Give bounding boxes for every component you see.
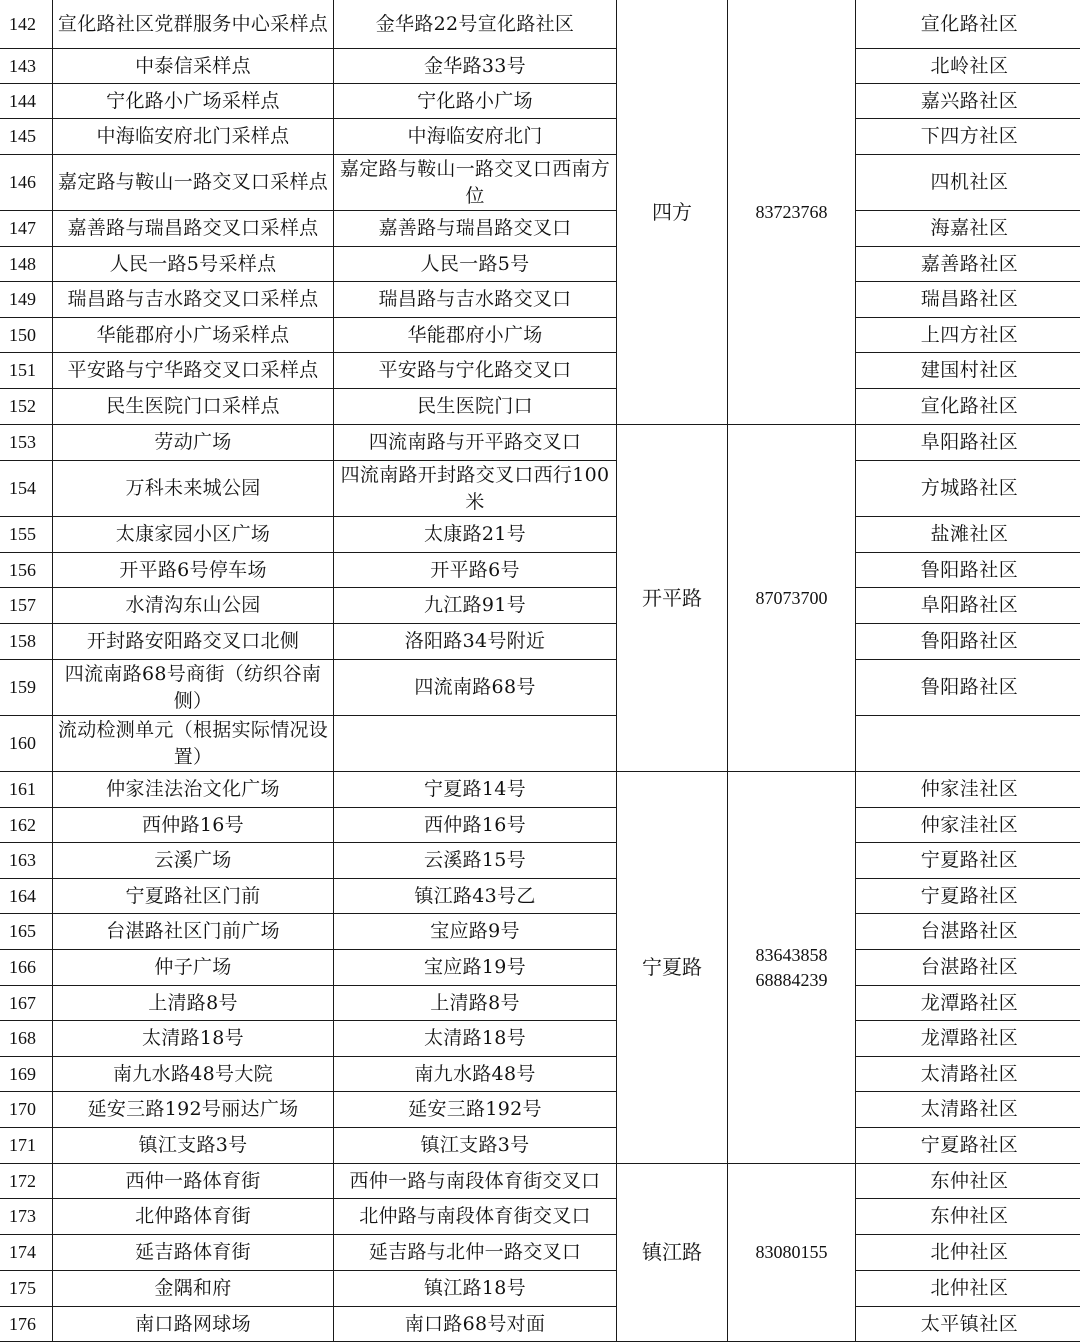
row-number: 165: [0, 914, 53, 950]
table-row: [0, 211, 1080, 247]
row-number: 172: [0, 1164, 53, 1199]
row-number: 153: [0, 425, 53, 461]
table-row: [0, 950, 1080, 986]
table-row: [0, 155, 1080, 211]
sampling-point-address: 四流南路与开平路交叉口: [334, 425, 617, 461]
community-name: 龙潭路社区: [856, 986, 1080, 1021]
community-name: 鲁阳路社区: [856, 553, 1080, 588]
sampling-point-address: 宝应路9号: [334, 914, 617, 950]
community-name: 建国村社区: [856, 353, 1080, 389]
row-number: 158: [0, 624, 53, 660]
sampling-point-name: 宣化路社区党群服务中心采样点: [53, 0, 334, 49]
row-number: 151: [0, 353, 53, 389]
sampling-point-name: 开封路安阳路交叉口北侧: [53, 624, 334, 660]
row-number: 168: [0, 1021, 53, 1057]
sampling-point-name: 北仲路体育街: [53, 1199, 334, 1235]
street-office: 四方: [617, 0, 728, 425]
sampling-point-name: 西仲一路体育街: [53, 1164, 334, 1199]
sampling-point-name: 宁夏路社区门前: [53, 879, 334, 914]
table-row: [0, 624, 1080, 660]
table-row: [0, 772, 1080, 808]
row-number: 156: [0, 553, 53, 588]
community-name: 鲁阳路社区: [856, 624, 1080, 660]
sampling-point-name: 金隅和府: [53, 1271, 334, 1307]
phone-number: 83080155: [732, 1240, 851, 1265]
sampling-point-address: 西仲路16号: [334, 808, 617, 843]
row-number: 149: [0, 282, 53, 318]
row-number: 164: [0, 879, 53, 914]
sampling-point-name: 四流南路68号商街（纺织谷南侧）: [53, 660, 334, 716]
sampling-point-address: 嘉善路与瑞昌路交叉口: [334, 211, 617, 247]
community-name: 嘉善路社区: [856, 247, 1080, 282]
community-name: 盐滩社区: [856, 517, 1080, 553]
phone-number: 83643858: [732, 943, 851, 968]
sampling-point-name: 劳动广场: [53, 425, 334, 461]
sampling-point-name: 华能郡府小广场采样点: [53, 318, 334, 353]
sampling-point-address: 民生医院门口: [334, 389, 617, 425]
sampling-point-address: 镇江支路3号: [334, 1128, 617, 1164]
sampling-point-name: 台湛路社区门前广场: [53, 914, 334, 950]
sampling-point-address: 开平路6号: [334, 553, 617, 588]
community-name: 宣化路社区: [856, 0, 1080, 49]
community-name: 东仲社区: [856, 1164, 1080, 1199]
community-name: 龙潭路社区: [856, 1021, 1080, 1057]
row-number: 163: [0, 843, 53, 879]
community-name: 瑞昌路社区: [856, 282, 1080, 318]
table-row: [0, 318, 1080, 353]
contact-phone: [728, 1164, 856, 1342]
community-name: 东仲社区: [856, 1199, 1080, 1235]
sampling-point-address: 嘉定路与鞍山一路交叉口西南方位: [334, 155, 617, 211]
row-number: 176: [0, 1307, 53, 1342]
community-name: 仲家洼社区: [856, 772, 1080, 808]
community-name: [856, 716, 1080, 772]
row-number: 171: [0, 1128, 53, 1164]
community-name: 四机社区: [856, 155, 1080, 211]
row-number: 145: [0, 119, 53, 155]
community-name: 阜阳路社区: [856, 588, 1080, 624]
sampling-point-name: 南口路网球场: [53, 1307, 334, 1342]
community-name: 方城路社区: [856, 461, 1080, 517]
community-name: 北仲社区: [856, 1271, 1080, 1307]
sampling-point-address: 四流南路68号: [334, 660, 617, 716]
sampling-point-name: 人民一路5号采样点: [53, 247, 334, 282]
row-number: 170: [0, 1092, 53, 1128]
table-row: [0, 1128, 1080, 1164]
sampling-point-name: 延安三路192号丽达广场: [53, 1092, 334, 1128]
row-number: 162: [0, 808, 53, 843]
table-row: [0, 49, 1080, 84]
table-row: [0, 843, 1080, 879]
sampling-point-address: 南口路68号对面: [334, 1307, 617, 1342]
street-office: 镇江路: [617, 1164, 728, 1342]
sampling-point-address: 太康路21号: [334, 517, 617, 553]
sampling-point-name: 民生医院门口采样点: [53, 389, 334, 425]
table-row: [0, 0, 1080, 49]
sampling-point-address: 太清路18号: [334, 1021, 617, 1057]
community-name: 北岭社区: [856, 49, 1080, 84]
table-row: [0, 588, 1080, 624]
sampling-point-name: 延吉路体育街: [53, 1235, 334, 1271]
table-row: [0, 84, 1080, 119]
table-row: [0, 1164, 1080, 1199]
sampling-point-name: 中海临安府北门采样点: [53, 119, 334, 155]
sampling-point-name: 太清路18号: [53, 1021, 334, 1057]
row-number: 155: [0, 517, 53, 553]
row-number: 161: [0, 772, 53, 808]
sampling-point-address: 西仲一路与南段体育街交叉口: [334, 1164, 617, 1199]
row-number: 174: [0, 1235, 53, 1271]
table-row: [0, 660, 1080, 716]
sampling-point-address: [334, 716, 617, 772]
table-row: [0, 1307, 1080, 1342]
table-row: [0, 1021, 1080, 1057]
sampling-point-address: 九江路91号: [334, 588, 617, 624]
sampling-point-name: 嘉善路与瑞昌路交叉口采样点: [53, 211, 334, 247]
table-row: [0, 425, 1080, 461]
row-number: 148: [0, 247, 53, 282]
table-row: [0, 716, 1080, 772]
sampling-point-name: 西仲路16号: [53, 808, 334, 843]
row-number: 173: [0, 1199, 53, 1235]
sampling-point-name: 宁化路小广场采样点: [53, 84, 334, 119]
sampling-point-name: 南九水路48号大院: [53, 1057, 334, 1092]
phone-number: 68884239: [732, 968, 851, 993]
community-name: 台湛路社区: [856, 914, 1080, 950]
sampling-point-address: 镇江路43号乙: [334, 879, 617, 914]
sampling-point-address: 中海临安府北门: [334, 119, 617, 155]
street-office: 宁夏路: [617, 772, 728, 1164]
table-row: [0, 1057, 1080, 1092]
sampling-point-address: 四流南路开封路交叉口西行100米: [334, 461, 617, 517]
contact-phone: [728, 425, 856, 772]
table-row: [0, 879, 1080, 914]
phone-number: 83723768: [732, 200, 851, 225]
sampling-point-name: 流动检测单元（根据实际情况设置）: [53, 716, 334, 772]
sampling-point-address: 延吉路与北仲一路交叉口: [334, 1235, 617, 1271]
contact-phone: [728, 0, 856, 425]
row-number: 154: [0, 461, 53, 517]
phone-number: 87073700: [732, 586, 851, 611]
table-row: [0, 1092, 1080, 1128]
community-name: 太清路社区: [856, 1092, 1080, 1128]
table-row: [0, 808, 1080, 843]
row-number: 157: [0, 588, 53, 624]
sampling-point-name: 中泰信采样点: [53, 49, 334, 84]
street-office: 开平路: [617, 425, 728, 772]
sampling-point-address: 人民一路5号: [334, 247, 617, 282]
table-row: [0, 461, 1080, 517]
sampling-point-address: 上清路8号: [334, 986, 617, 1021]
table-row: [0, 1235, 1080, 1271]
table-row: [0, 914, 1080, 950]
community-name: 下四方社区: [856, 119, 1080, 155]
sampling-point-address: 宝应路19号: [334, 950, 617, 986]
sampling-point-name: 镇江支路3号: [53, 1128, 334, 1164]
table-row: [0, 353, 1080, 389]
community-name: 仲家洼社区: [856, 808, 1080, 843]
community-name: 鲁阳路社区: [856, 660, 1080, 716]
sampling-point-address: 北仲路与南段体育街交叉口: [334, 1199, 617, 1235]
sampling-point-name: 水清沟东山公园: [53, 588, 334, 624]
table-row: [0, 517, 1080, 553]
row-number: 166: [0, 950, 53, 986]
sampling-point-address: 延安三路192号: [334, 1092, 617, 1128]
row-number: 152: [0, 389, 53, 425]
row-number: 150: [0, 318, 53, 353]
sampling-point-name: 开平路6号停车场: [53, 553, 334, 588]
sampling-point-address: 南九水路48号: [334, 1057, 617, 1092]
table-row: [0, 1271, 1080, 1307]
sampling-point-name: 上清路8号: [53, 986, 334, 1021]
sampling-point-address: 平安路与宁化路交叉口: [334, 353, 617, 389]
table-row: [0, 553, 1080, 588]
table-row: [0, 247, 1080, 282]
row-number: 167: [0, 986, 53, 1021]
community-name: 宁夏路社区: [856, 1128, 1080, 1164]
community-name: 嘉兴路社区: [856, 84, 1080, 119]
sampling-point-name: 云溪广场: [53, 843, 334, 879]
table-row: [0, 119, 1080, 155]
table-row: [0, 986, 1080, 1021]
community-name: 阜阳路社区: [856, 425, 1080, 461]
sampling-point-address: 云溪路15号: [334, 843, 617, 879]
row-number: 142: [0, 0, 53, 49]
sampling-point-name: 太康家园小区广场: [53, 517, 334, 553]
row-number: 159: [0, 660, 53, 716]
sampling-point-name: 仲子广场: [53, 950, 334, 986]
row-number: 160: [0, 716, 53, 772]
community-name: 台湛路社区: [856, 950, 1080, 986]
sampling-point-address: 金华路22号宣化路社区: [334, 0, 617, 49]
contact-phone: [728, 772, 856, 1164]
row-number: 144: [0, 84, 53, 119]
sampling-point-address: 洛阳路34号附近: [334, 624, 617, 660]
sampling-point-address: 宁夏路14号: [334, 772, 617, 808]
sampling-point-address: 宁化路小广场: [334, 84, 617, 119]
row-number: 175: [0, 1271, 53, 1307]
row-number: 146: [0, 155, 53, 211]
sampling-point-name: 瑞昌路与吉水路交叉口采样点: [53, 282, 334, 318]
community-name: 宁夏路社区: [856, 879, 1080, 914]
row-number: 147: [0, 211, 53, 247]
table-row: [0, 389, 1080, 425]
sampling-point-address: 金华路33号: [334, 49, 617, 84]
community-name: 宁夏路社区: [856, 843, 1080, 879]
community-name: 太清路社区: [856, 1057, 1080, 1092]
sampling-point-address: 华能郡府小广场: [334, 318, 617, 353]
table-row: [0, 1199, 1080, 1235]
community-name: 上四方社区: [856, 318, 1080, 353]
row-number: 169: [0, 1057, 53, 1092]
sampling-point-name: 仲家洼法治文化广场: [53, 772, 334, 808]
community-name: 太平镇社区: [856, 1307, 1080, 1342]
community-name: 宣化路社区: [856, 389, 1080, 425]
sampling-point-address: 瑞昌路与吉水路交叉口: [334, 282, 617, 318]
community-name: 海嘉社区: [856, 211, 1080, 247]
sampling-point-address: 镇江路18号: [334, 1271, 617, 1307]
table-row: [0, 282, 1080, 318]
row-number: 143: [0, 49, 53, 84]
community-name: 北仲社区: [856, 1235, 1080, 1271]
sampling-point-name: 万科未来城公园: [53, 461, 334, 517]
sampling-point-name: 嘉定路与鞍山一路交叉口采样点: [53, 155, 334, 211]
sampling-point-name: 平安路与宁华路交叉口采样点: [53, 353, 334, 389]
